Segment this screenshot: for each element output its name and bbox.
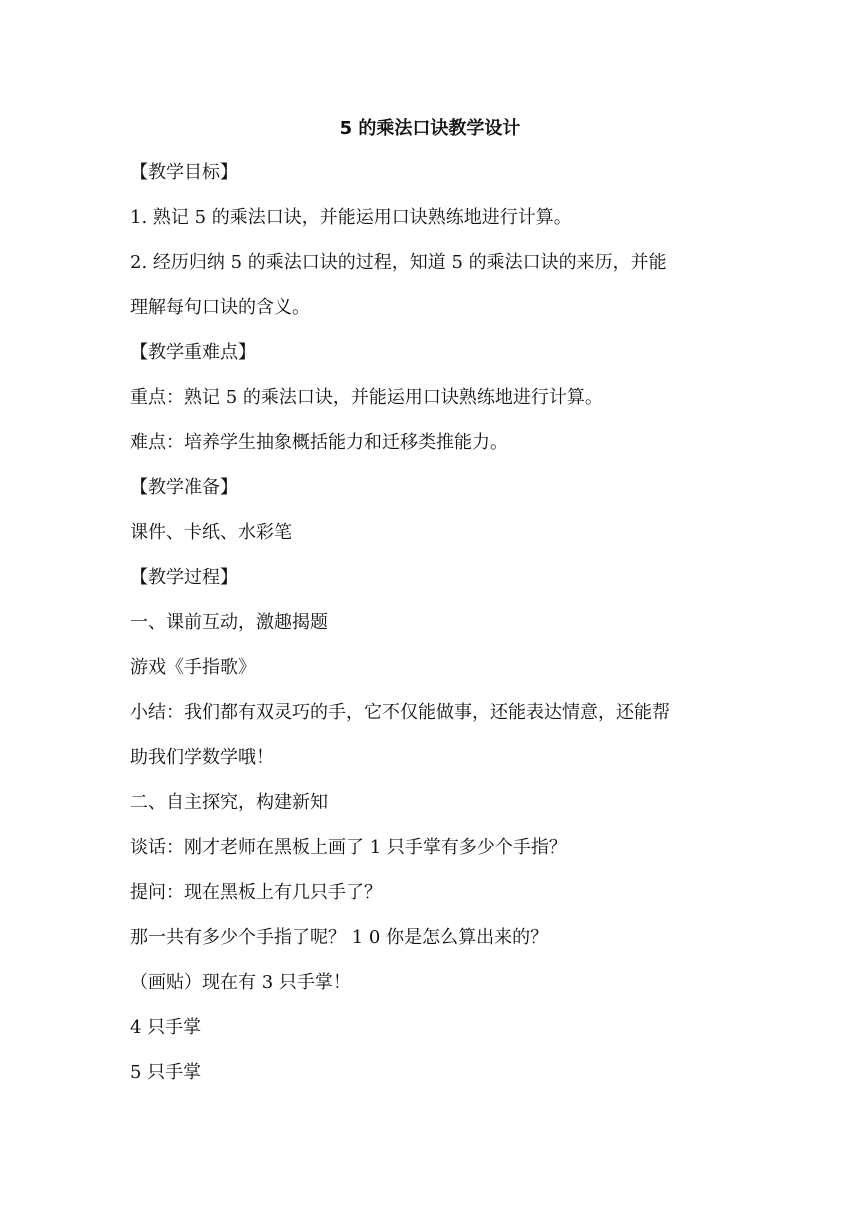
summary-line-1: 小结：我们都有双灵巧的手，它不仅能做事，还能表达情意，还能帮 xyxy=(130,702,670,723)
five-palms: 5 只手掌 xyxy=(130,1062,202,1083)
ask-question: 提问：现在黑板上有几只手了？ xyxy=(130,882,382,903)
follow-up-question: 那一共有多少个手指了呢？ 1 0 你是怎么算出来的？ xyxy=(130,927,549,948)
objective-2-line-2: 理解每句口诀的含义。 xyxy=(130,297,310,318)
process-step-2: 二、自主探究，构建新知 xyxy=(130,792,328,813)
difficult-point: 难点：培养学生抽象概括能力和迁移类推能力。 xyxy=(130,432,508,453)
talk-question: 谈话：刚才老师在黑板上画了 1 只手掌有多少个手指？ xyxy=(130,837,567,858)
finger-song-game: 游戏《手指歌》 xyxy=(130,657,256,678)
objective-1: 1. 熟记 5 的乘法口诀，并能运用口诀熟练地进行计算。 xyxy=(130,207,572,228)
summary-line-2: 助我们学数学哦！ xyxy=(130,747,274,768)
three-palms: （画贴）现在有 3 只手掌！ xyxy=(130,972,351,993)
key-point: 重点：熟记 5 的乘法口诀，并能运用口诀熟练地进行计算。 xyxy=(130,387,603,408)
section-heading-key-points: 【教学重难点】 xyxy=(130,342,256,363)
objective-2-line-1: 2. 经历归纳 5 的乘法口诀的过程，知道 5 的乘法口诀的来历，并能 xyxy=(130,252,667,273)
section-heading-preparation: 【教学准备】 xyxy=(130,477,238,498)
preparation-materials: 课件、卡纸、水彩笔 xyxy=(130,522,292,543)
section-heading-objectives: 【教学目标】 xyxy=(130,162,238,183)
document-title: 5 的乘法口诀教学设计 xyxy=(339,118,521,139)
four-palms: 4 只手掌 xyxy=(130,1017,202,1038)
section-heading-process: 【教学过程】 xyxy=(130,567,238,588)
process-step-1: 一、课前互动，激趣揭题 xyxy=(130,612,328,633)
